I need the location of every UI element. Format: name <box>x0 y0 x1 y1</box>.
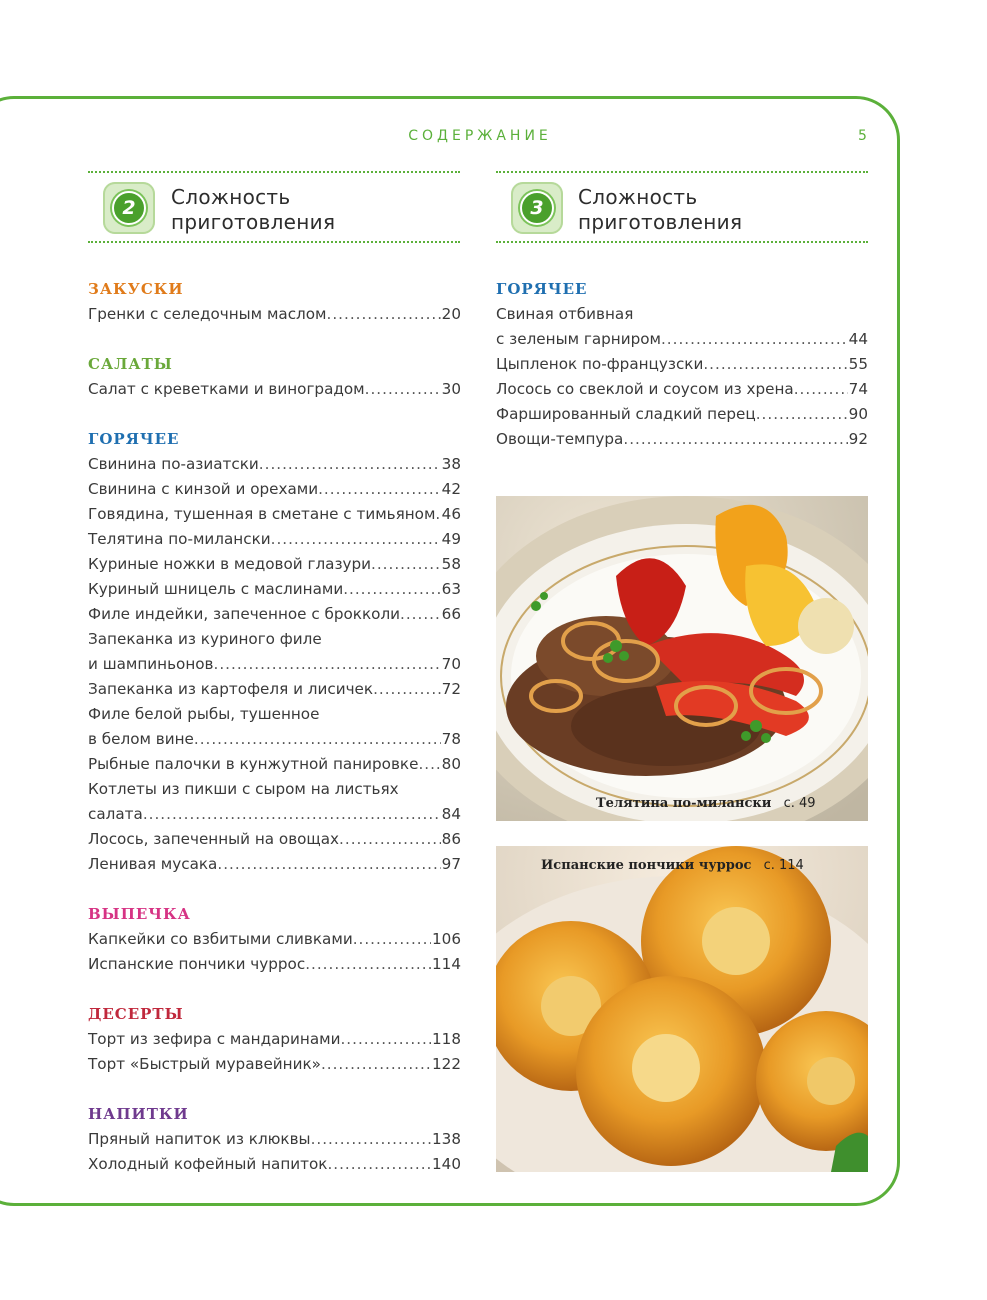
toc-entry-title: Куриный шницель с маслинами <box>88 580 344 598</box>
toc-entry-title: салата <box>88 805 143 823</box>
dot-leader <box>305 952 431 977</box>
toc-entry[interactable] <box>88 952 461 977</box>
toc-entry[interactable] <box>88 652 461 677</box>
category-heading: ГОРЯЧЕЕ <box>496 280 588 298</box>
toc-entry-page: 38 <box>441 455 461 473</box>
dotted-divider <box>88 171 460 173</box>
toc-entry[interactable] <box>496 377 868 402</box>
toc-entry[interactable] <box>88 727 461 752</box>
toc-entry[interactable] <box>496 327 868 352</box>
difficulty-heading-line2: приготовления <box>171 210 336 234</box>
dot-leader <box>217 852 440 877</box>
toc-entry[interactable] <box>88 577 461 602</box>
toc-entry-title: Капкейки со взбитыми сливками <box>88 930 353 948</box>
dot-leader <box>318 477 441 502</box>
toc-entry-page: 114 <box>432 955 461 973</box>
toc-entry-title: Торт из зефира с мандаринами <box>88 1030 341 1048</box>
dot-leader <box>794 377 848 402</box>
category-heading: ДЕСЕРТЫ <box>88 1005 184 1023</box>
dot-leader <box>371 552 441 577</box>
toc-entry[interactable] <box>88 1127 461 1152</box>
dot-leader <box>214 652 441 677</box>
toc-entry-title: Лосось, запеченный на овощах <box>88 830 340 848</box>
toc-entry[interactable] <box>496 427 868 452</box>
toc-entry[interactable] <box>88 602 461 627</box>
veal-dish-photo <box>496 496 868 821</box>
toc-entry-page: 70 <box>441 655 461 673</box>
difficulty-heading <box>171 185 335 235</box>
toc-entry-page: 138 <box>432 1130 461 1148</box>
toc-entry-title: Овощи-темпура <box>496 430 624 448</box>
toc-entry-title: Фаршированный сладкий перец <box>496 405 756 423</box>
dot-leader <box>623 427 847 452</box>
toc-entry-page: 84 <box>441 805 461 823</box>
dotted-divider <box>496 171 868 173</box>
toc-entry-page: 78 <box>441 730 461 748</box>
page-number: 5 <box>858 128 867 144</box>
toc-entry-line: Свиная отбивная <box>496 305 634 323</box>
difficulty-badge <box>103 182 155 234</box>
difficulty-heading-line1: Сложность <box>171 185 291 209</box>
photo-caption-title: Испанские пончики чуррос <box>541 858 752 873</box>
toc-entry[interactable] <box>88 302 461 327</box>
toc-entry-title: Цыпленок по-французски <box>496 355 704 373</box>
page-title: СОДЕРЖАНИЕ <box>408 128 552 144</box>
photo-caption <box>596 796 816 811</box>
dot-leader <box>321 1052 431 1077</box>
toc-entry-page: 63 <box>441 580 461 598</box>
toc-entry-page: 46 <box>441 505 461 523</box>
toc-entry-title: Салат с креветками и виноградом <box>88 380 365 398</box>
toc-entry-title: Торт «Быстрый муравейник» <box>88 1055 321 1073</box>
toc-entry-title: Свинина с кинзой и орехами <box>88 480 319 498</box>
toc-entry-page: 74 <box>848 380 868 398</box>
section-spacer <box>88 877 461 902</box>
dot-leader <box>353 927 431 952</box>
category-heading: НАПИТКИ <box>88 1105 189 1123</box>
toc-entry-page: 66 <box>441 605 461 623</box>
section-spacer <box>88 977 461 1002</box>
category-heading: ЗАКУСКИ <box>88 280 184 298</box>
toc-entry-title: Гренки с селедочным маслом <box>88 305 327 323</box>
section-spacer <box>88 1077 461 1102</box>
toc-entry-title: в белом вине <box>88 730 194 748</box>
toc-entry-title: Запеканка из картофеля и лисичек <box>88 680 374 698</box>
dot-leader <box>327 1152 431 1177</box>
dot-leader <box>400 602 441 627</box>
toc-entry-title: Говядина, тушенная в сметане с тимьяном <box>88 505 436 523</box>
toc-entry-page: 140 <box>432 1155 461 1173</box>
toc-entry[interactable] <box>88 1027 461 1052</box>
difficulty-heading <box>578 185 742 235</box>
difficulty-level: 2 <box>112 191 146 225</box>
dot-leader <box>373 677 441 702</box>
toc-entry-line: Запеканка из куриного филе <box>88 630 322 648</box>
toc-entry-page: 90 <box>848 405 868 423</box>
dot-leader <box>143 802 441 827</box>
dot-leader <box>340 1027 431 1052</box>
section-spacer <box>88 402 461 427</box>
toc-entry-title: Телятина по-милански <box>88 530 271 548</box>
churros-photo <box>496 846 868 1172</box>
toc-entry-page: 30 <box>441 380 461 398</box>
toc-entry-page: 20 <box>441 305 461 323</box>
dotted-divider <box>88 241 460 243</box>
toc-entry-line: Котлеты из пикши с сыром на листьях <box>88 780 399 798</box>
section-spacer <box>88 327 461 352</box>
toc-entry-title: Филе индейки, запеченное с брокколи <box>88 605 401 623</box>
category-heading: САЛАТЫ <box>88 355 173 373</box>
toc-entry-page: 106 <box>432 930 461 948</box>
photo-caption-page: с. 114 <box>763 858 804 873</box>
toc-entry[interactable] <box>88 552 461 577</box>
toc-entry[interactable] <box>496 352 868 377</box>
toc-entry[interactable] <box>88 827 461 852</box>
difficulty-level: 3 <box>520 191 554 225</box>
dot-leader <box>661 327 848 352</box>
toc-entry-title: Рыбные палочки в кунжутной панировке <box>88 755 419 773</box>
dot-leader <box>343 577 440 602</box>
toc-entry[interactable] <box>88 677 461 702</box>
toc-entry-page: 118 <box>432 1030 461 1048</box>
toc-entry-title: Холодный кофейный напиток <box>88 1155 328 1173</box>
dot-leader <box>271 527 441 552</box>
toc-entry[interactable] <box>88 527 461 552</box>
toc-entry-title: Лосось со свеклой и соусом из хрена <box>496 380 794 398</box>
toc-entry[interactable] <box>88 1152 461 1177</box>
toc-entry-page: 72 <box>441 680 461 698</box>
toc-entry[interactable] <box>88 452 461 477</box>
dotted-divider <box>496 241 868 243</box>
toc-entry-page: 42 <box>441 480 461 498</box>
toc-entry-page: 49 <box>441 530 461 548</box>
toc-entry-line: Филе белой рыбы, тушенное <box>88 705 320 723</box>
toc-entry-title: Ленивая мусака <box>88 855 218 873</box>
dot-leader <box>311 1127 431 1152</box>
toc-entry[interactable] <box>88 752 461 777</box>
toc-entry-page: 122 <box>432 1055 461 1073</box>
toc-entry-page: 55 <box>848 355 868 373</box>
dot-leader <box>365 377 441 402</box>
toc-entry[interactable] <box>88 477 461 502</box>
difficulty-heading-line2: приготовления <box>578 210 743 234</box>
toc-entry-title: Испанские пончики чуррос <box>88 955 306 973</box>
toc-entry-page: 58 <box>441 555 461 573</box>
toc-entry[interactable] <box>88 927 461 952</box>
toc-entry-title: с зеленым гарниром <box>496 330 661 348</box>
dot-leader <box>703 352 847 377</box>
toc-entry[interactable] <box>88 852 461 877</box>
toc-entry-page: 92 <box>848 430 868 448</box>
dot-leader <box>194 727 441 752</box>
photo-caption-title: Телятина по-милански <box>596 796 772 811</box>
dot-leader <box>259 452 441 477</box>
toc-entry-page: 80 <box>441 755 461 773</box>
toc-entry-page: 44 <box>848 330 868 348</box>
toc-entry[interactable] <box>88 502 461 527</box>
toc-entry-page: 97 <box>441 855 461 873</box>
contents-left-column <box>88 277 461 1177</box>
toc-entry[interactable] <box>88 377 461 402</box>
dot-leader <box>418 752 440 777</box>
difficulty-heading-line1: Сложность <box>578 185 698 209</box>
photo-caption <box>541 858 804 873</box>
toc-entry-title: и шампиньонов <box>88 655 214 673</box>
toc-entry[interactable] <box>88 1052 461 1077</box>
category-heading: ВЫПЕЧКА <box>88 905 191 923</box>
difficulty-badge <box>511 182 563 234</box>
dot-leader <box>339 827 441 852</box>
toc-entry[interactable] <box>496 402 868 427</box>
contents-right-column <box>496 277 868 452</box>
dot-leader <box>327 302 441 327</box>
category-heading: ГОРЯЧЕЕ <box>88 430 180 448</box>
toc-entry-title: Куриные ножки в медовой глазури <box>88 555 372 573</box>
dot-leader <box>756 402 848 427</box>
toc-entry-title: Пряный напиток из клюквы <box>88 1130 311 1148</box>
toc-entry[interactable] <box>88 802 461 827</box>
toc-entry-title: Свинина по-азиатски <box>88 455 259 473</box>
toc-entry-page: 86 <box>441 830 461 848</box>
photo-caption-page: с. 49 <box>783 796 816 811</box>
